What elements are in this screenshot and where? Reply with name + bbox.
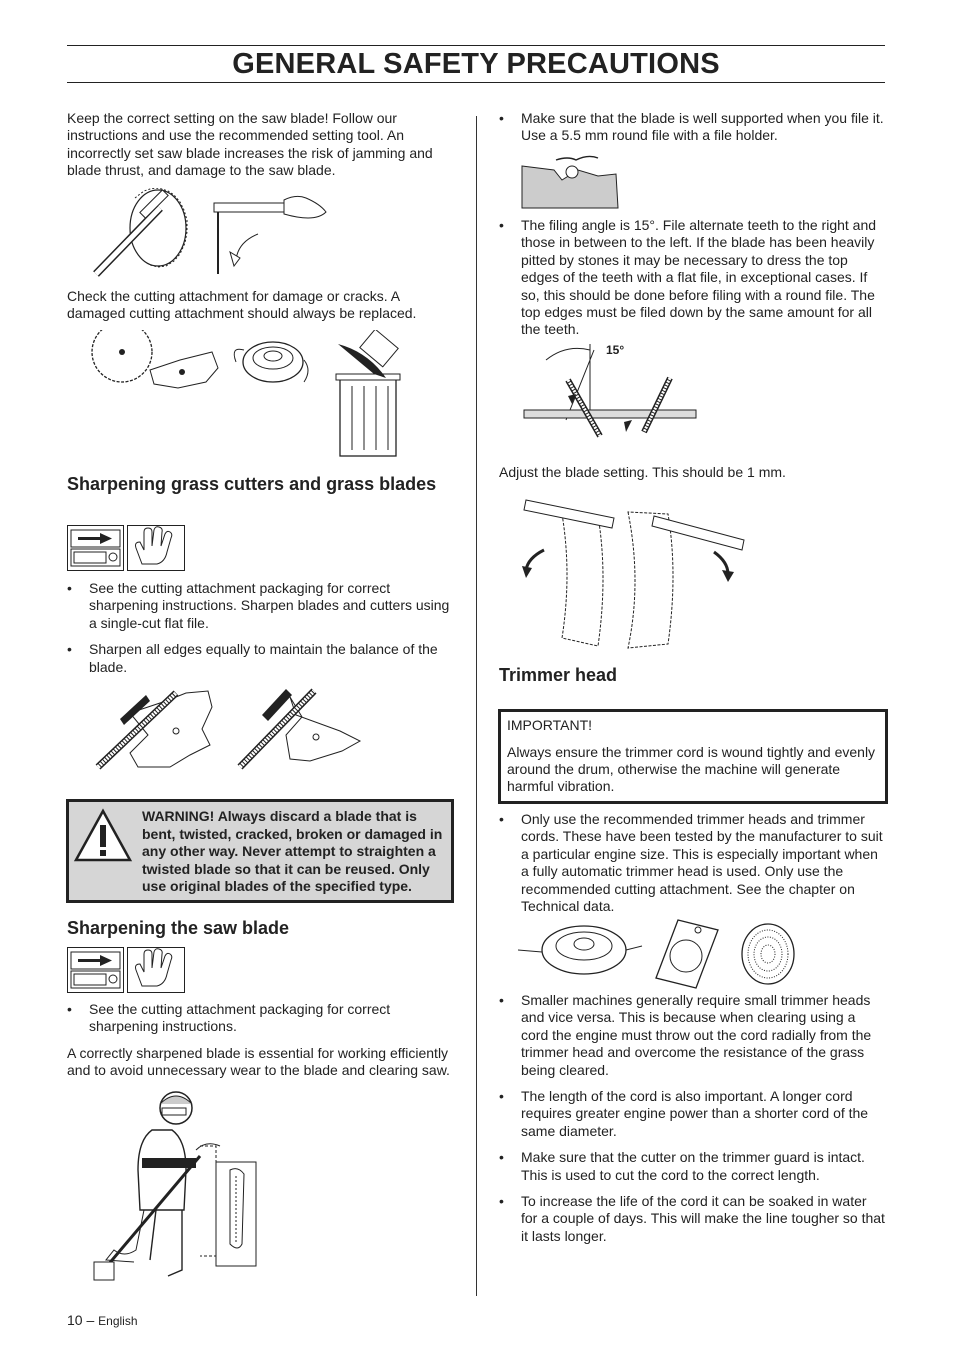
page-footer bbox=[67, 1312, 138, 1328]
list-item: • Make sure that the cutter on the trimmer guard is intact. This is used to cut the cord to the correct length. bbox=[499, 1149, 885, 1184]
saw-paragraph: A correctly sharpened blade is essential for working efficiently and to avoid unnecessary wear to the blade and clearing saw. bbox=[67, 1045, 450, 1079]
column-divider bbox=[476, 116, 477, 1296]
list-item: • To increase the life of the cord it can be soaked in water for a couple of days. This will make the line tougher so that it lasts longer. bbox=[499, 1193, 885, 1245]
important-box bbox=[498, 709, 888, 804]
trimmer-parts-illustration bbox=[518, 916, 808, 992]
important-title: IMPORTANT! bbox=[507, 717, 593, 733]
warning-text: WARNING! Always discard a blade that is bent, twisted, cracked, broken or damaged in any other way. Never attempt to straighten a twisted blade so that it can be reused. Only use original blades of the specified type. bbox=[142, 808, 443, 895]
list-item: • See the cutting attachment packaging for correct sharpening instructions. bbox=[67, 1001, 452, 1036]
list-item: • The filing angle is 15°. File alternate teeth to the right and those in between to the left. If the blade has been heavily pitted by stones it may be necessary to dress the top edges of the teeth with a flat file, in exceptional cases. If so, this should be done before filing with a round file. The top edges must be filed down by the same amount for all the teeth. bbox=[499, 217, 885, 339]
grass-bullets bbox=[67, 580, 452, 685]
trimmer-bullets-b bbox=[499, 992, 885, 1254]
support-bullets bbox=[499, 110, 885, 154]
list-item: • Sharpen all edges equally to maintain the balance of the blade. bbox=[67, 641, 452, 676]
footer-language: English bbox=[98, 1314, 138, 1328]
worker-illustration bbox=[90, 1086, 260, 1291]
warning-triangle-icon bbox=[73, 808, 133, 864]
adjust-paragraph: Adjust the blade setting. This should be 1 mm. bbox=[499, 464, 786, 480]
list-item: • The length of the cord is also important. A longer cord requires greater engine power than a shorter cord of the same diameter. bbox=[499, 1088, 885, 1140]
angle-bullets bbox=[499, 217, 885, 348]
file-holder-illustration bbox=[520, 152, 620, 210]
page-title: GENERAL SAFETY PRECAUTIONS bbox=[67, 45, 885, 83]
gloves-icon bbox=[127, 947, 185, 993]
file-sharpening-illustration bbox=[90, 685, 370, 780]
filing-angle-illustration bbox=[520, 340, 700, 440]
important-body: Always ensure the trimmer cord is wound tightly and evenly around the drum, otherwise the machine will generate harmful vibration. bbox=[507, 744, 876, 795]
gloves-icon bbox=[127, 525, 185, 571]
page-number: 10 – bbox=[67, 1312, 95, 1328]
check-paragraph: Check the cutting attachment for damage or cracks. A damaged cutting attachment should always be replaced. bbox=[67, 288, 417, 322]
list-item: • Smaller machines generally require small trimmer heads and vice versa. This is because when clearing using a cord the engine must throw out the cord radially from the trimmer head and overcome the resistance of the grass being cleared. bbox=[499, 992, 885, 1079]
list-item: • Only use the recommended trimmer heads and trimmer cords. These have been tested by the manufacturer to suit a particular engine size. This is especially important when a fully automatic trimmer head is used. Only use the recommended cutting attachment. See the chapter on Technical data. bbox=[499, 811, 885, 915]
setting-tool-illustration bbox=[88, 188, 333, 283]
damaged-attachments-illustration bbox=[88, 330, 408, 458]
list-item: • See the cutting attachment packaging for correct sharpening instructions. Sharpen blades and cutters using a single-cut flat file. bbox=[67, 580, 452, 632]
saw-bullets bbox=[67, 1001, 452, 1045]
grass-heading: Sharpening grass cutters and grass blades bbox=[67, 474, 437, 494]
angle-label: 15° bbox=[606, 343, 625, 357]
read-manual-icon bbox=[67, 947, 124, 993]
list-item: • Make sure that the blade is well supported when you file it. Use a 5.5 mm round file with a file holder. bbox=[499, 110, 885, 145]
warning-box bbox=[66, 799, 454, 903]
trimmer-heading: Trimmer head bbox=[499, 665, 618, 685]
intro-paragraph: Keep the correct setting on the saw blade! Follow our instructions and use the recommended setting tool. An incorrectly set saw blade increases the risk of jamming and blade thrust, and damage to the saw blade. bbox=[67, 110, 433, 179]
saw-heading: Sharpening the saw blade bbox=[67, 918, 290, 938]
blade-setting-illustration bbox=[518, 488, 748, 653]
read-manual-icon bbox=[67, 525, 124, 571]
trimmer-bullets-a bbox=[499, 811, 885, 924]
